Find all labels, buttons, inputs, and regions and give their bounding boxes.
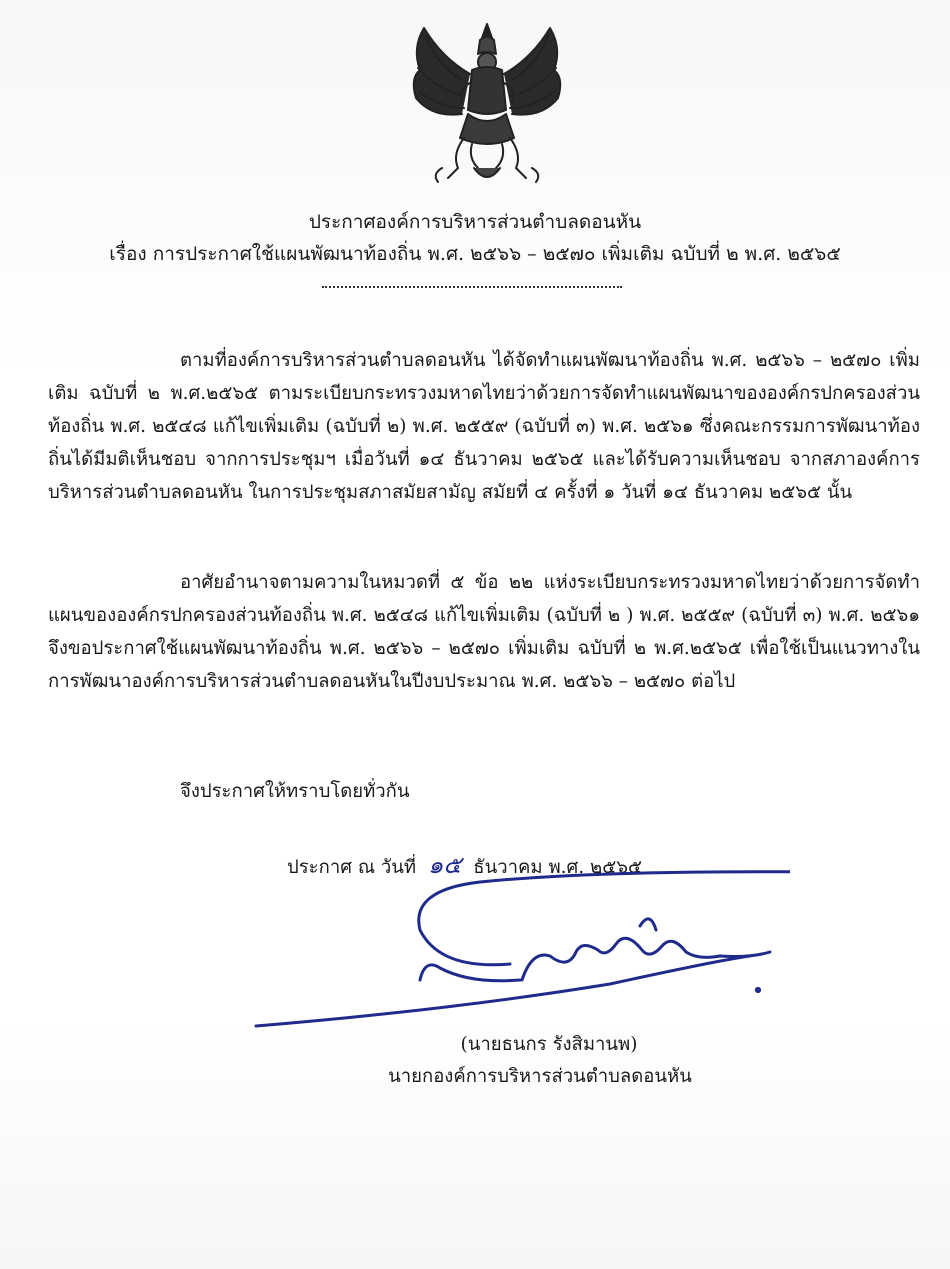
signer-title: นายกองค์การบริหารส่วนตำบลดอนหัน <box>388 1066 692 1087</box>
date-suffix: ธันวาคม พ.ศ. ๒๕๖๕ <box>473 857 642 878</box>
date-day-handwritten: ๑๕ <box>428 851 462 879</box>
signature-icon <box>250 860 790 1040</box>
garuda-emblem-icon <box>402 18 572 188</box>
document-subject: เรื่อง การประกาศใช้แผนพัฒนาท้องถิ่น พ.ศ. ๒๕๖๖ – ๒๕๗๐ เพิ่มเติม ฉบับที่ ๒ พ.ศ. ๒๕๖๕ <box>109 243 841 265</box>
document-title: ประกาศองค์การบริหารส่วนตำบลดอนหัน <box>308 211 642 233</box>
body-paragraph-2: อาศัยอำนาจตามความในหมวดที่ ๕ ข้อ ๒๒ แห่งระเบียบกระทรวงมหาดไทยว่าด้วยการจัดทำแผนขององค์กรปกครองส่วนท้องถิ่น พ.ศ. ๒๕๔๘ แก้ไขเพิ่มเติม (ฉบับที่ ๒ ) พ.ศ. ๒๕๕๙ (ฉบับที่ ๓) พ.ศ. ๒๕๖๑ จึงขอประกาศใช้แผนพัฒนาท้องถิ่น พ.ศ. ๒๕๖๖ – ๒๕๗๐ เพิ่มเติม ฉบับที่ ๒ พ.ศ.๒๕๖๕ เพื่อใช้เป็นแนวทางในการพัฒนาองค์การบริหารส่วนตำบลดอนหันในปีงบประมาณ พ.ศ. ๒๕๖๖ – ๒๕๗๐ ต่อไป <box>48 572 920 692</box>
date-prefix: ประกาศ ณ วันที่ <box>287 857 417 878</box>
dotted-divider <box>322 286 622 288</box>
body-paragraph-1: ตามที่องค์การบริหารส่วนตำบลดอนหัน ได้จัดทำแผนพัฒนาท้องถิ่น พ.ศ. ๒๕๖๖ – ๒๕๗๐ เพิ่มเติม ฉบับที่ ๒ พ.ศ.๒๕๖๕ ตามระเบียบกระทรวงมหาดไทยว่าด้วยการจัดทำแผนพัฒนาขององค์กรปกครองส่วนท้องถิ่น พ.ศ. ๒๕๔๘ แก้ไขเพิ่มเติม (ฉบับที่ ๒) พ.ศ. ๒๕๕๙ (ฉบับที่ ๓) พ.ศ. ๒๕๖๑ ซึ่งคณะกรรมการพัฒนาท้องถิ่นได้มีมติเห็นชอบ จากการประชุมฯ เมื่อวันที่ ๑๔ ธันวาคม ๒๕๖๕ และได้รับความเห็นชอบ จากสภาองค์การบริหารส่วนตำบลดอนหัน ในการประชุมสภาสมัยสามัญ สมัยที่ ๔ ครั้งที่ ๑ วันที่ ๑๔ ธันวาคม ๒๕๖๕ นั้น <box>48 350 920 503</box>
closing-statement: จึงประกาศให้ทราบโดยทั่วกัน <box>180 781 410 802</box>
signer-name: (นายธนกร รังสิมานพ) <box>460 1034 638 1055</box>
